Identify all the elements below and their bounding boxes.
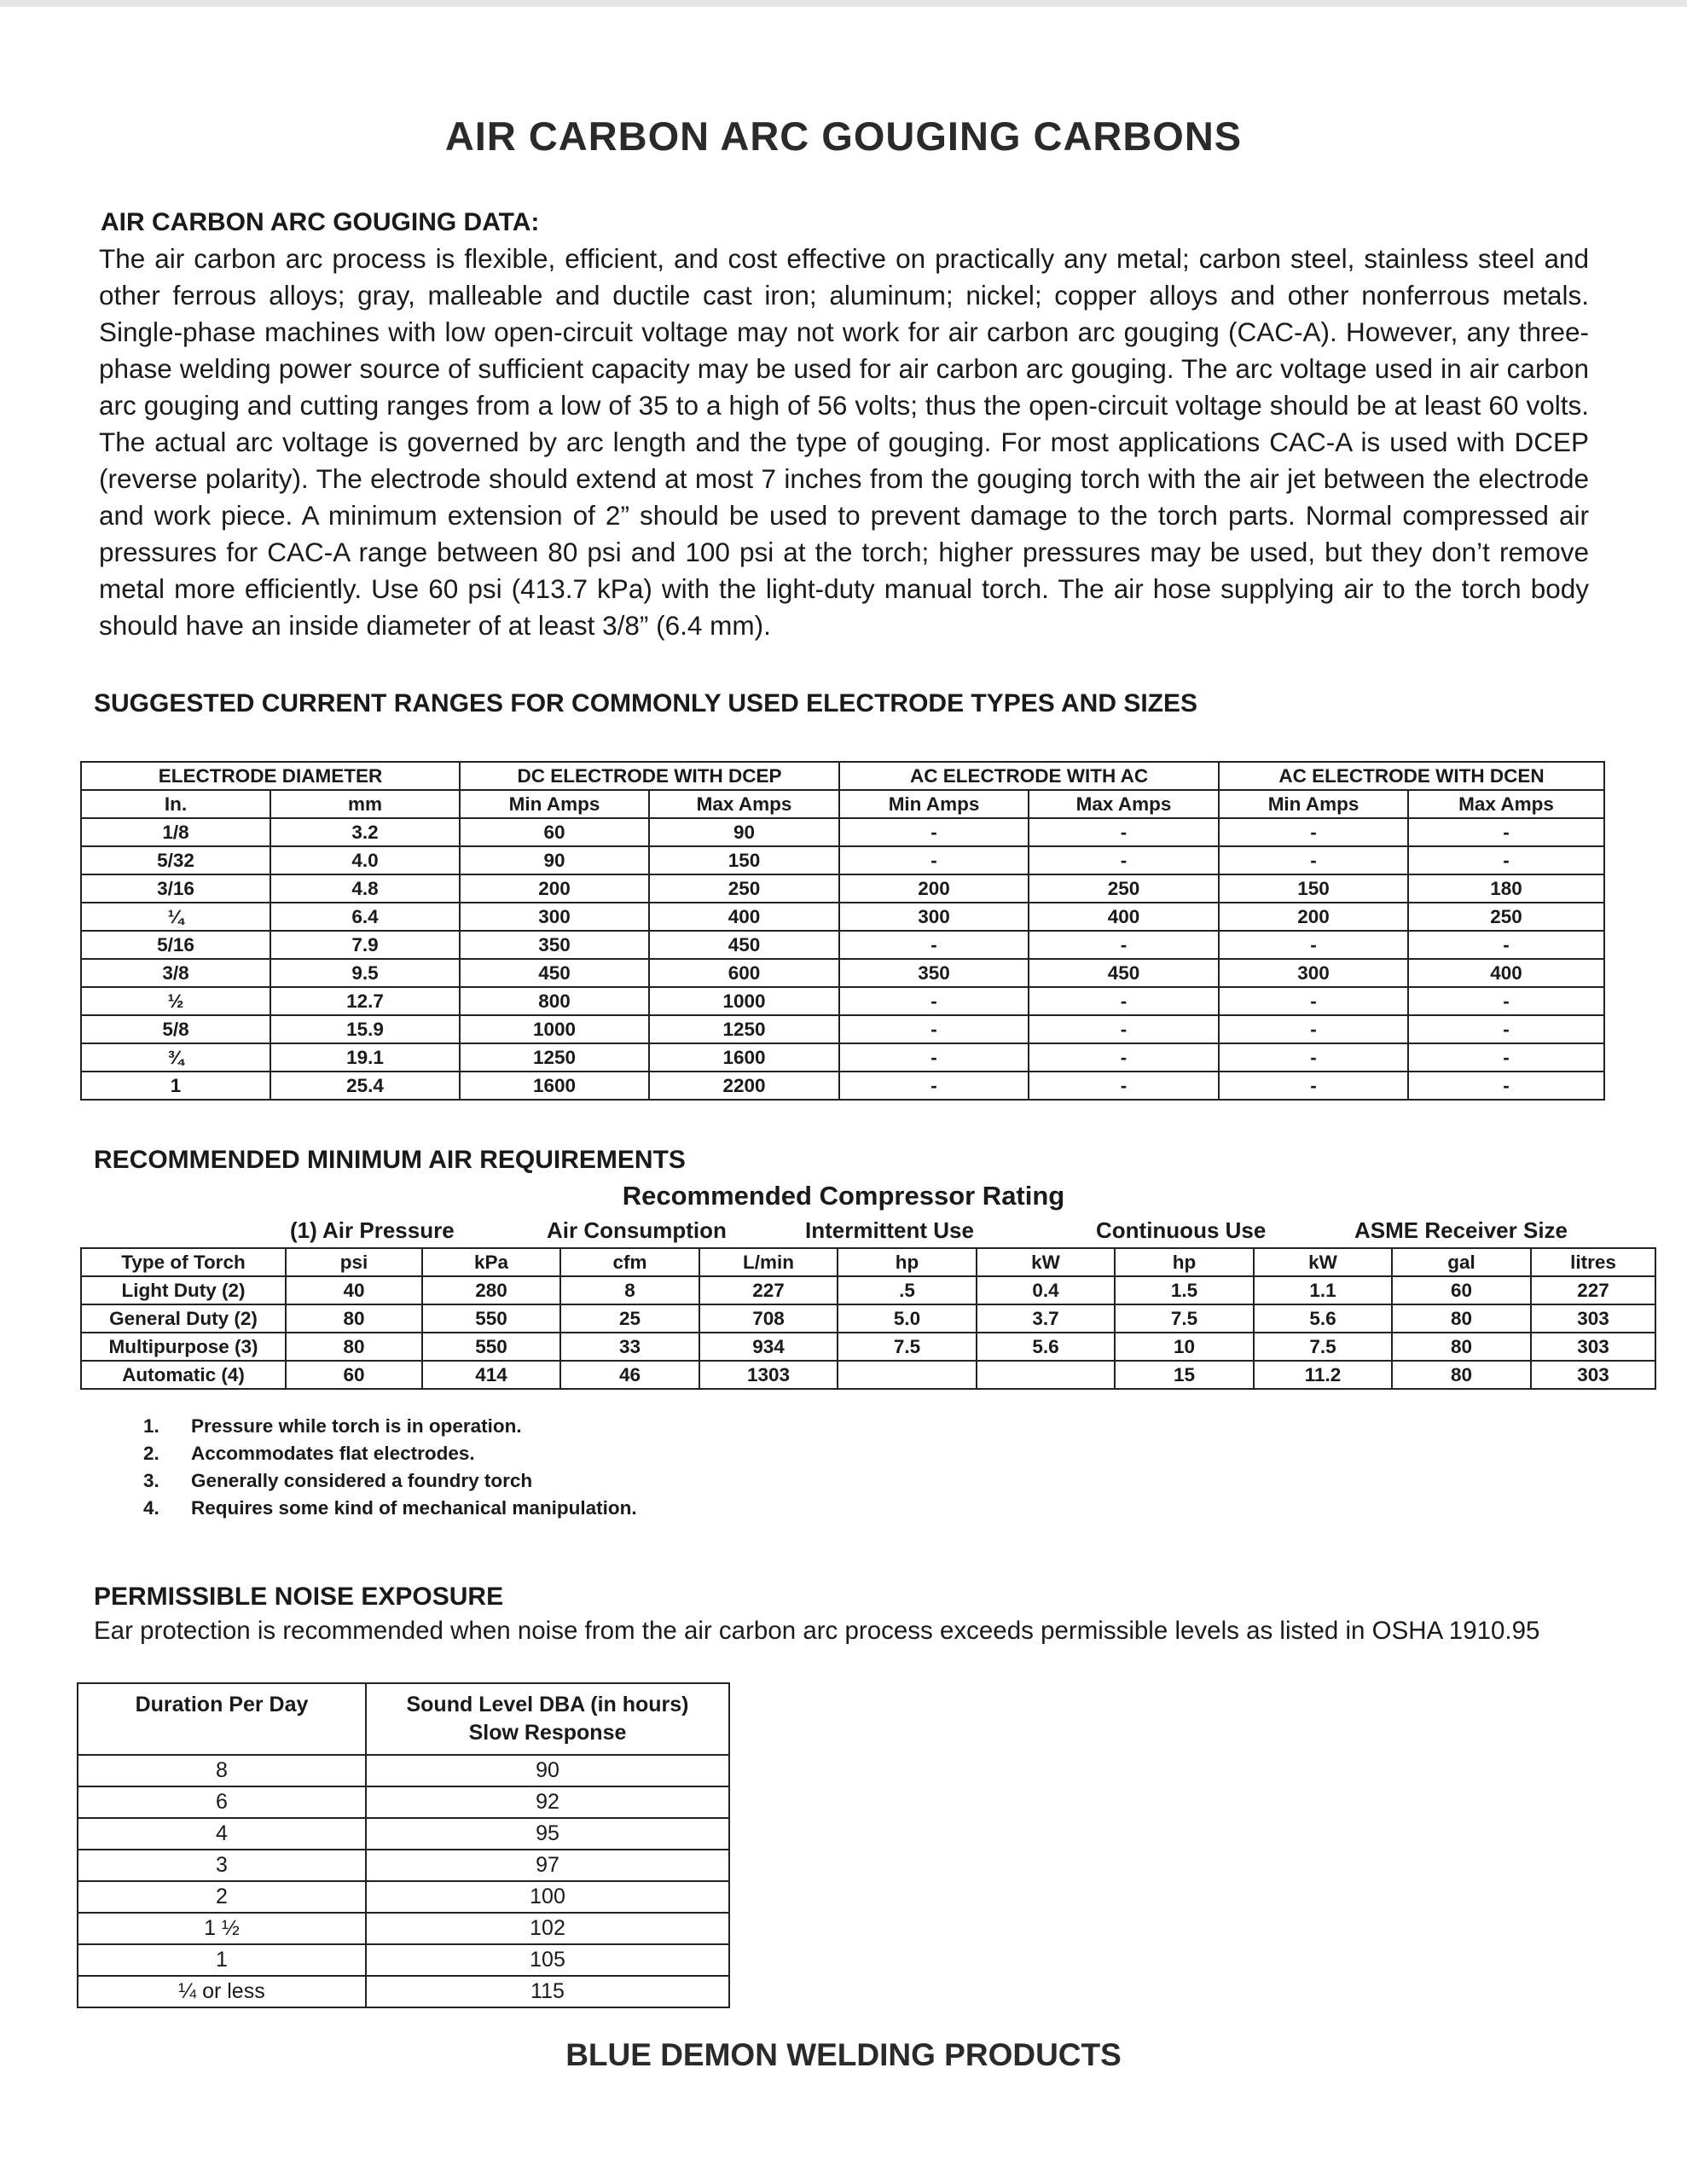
table-cell: 300 — [839, 903, 1029, 931]
table-cell: 5.6 — [977, 1333, 1115, 1361]
table-cell: 303 — [1531, 1333, 1655, 1361]
table-cell: 15 — [1115, 1361, 1254, 1389]
table-cell: 10 — [1115, 1333, 1254, 1361]
table-cell: - — [1219, 846, 1408, 874]
table-cell: - — [1219, 931, 1408, 959]
table-cell: - — [1408, 1043, 1604, 1072]
table-cell: - — [1219, 987, 1408, 1015]
table-cell: 90 — [649, 818, 839, 846]
table-row — [81, 1304, 1655, 1333]
group-header: AC ELECTRODE WITH DCEN — [1219, 762, 1604, 790]
table-cell: 40 — [286, 1276, 422, 1304]
table-cell: 400 — [649, 903, 839, 931]
table-cell: 60 — [1392, 1276, 1531, 1304]
table-group-header-row — [81, 762, 1604, 790]
column-header: Max Amps — [649, 790, 839, 818]
footnote-text: Generally considered a foundry torch — [191, 1470, 533, 1491]
table-cell: 3/8 — [81, 959, 270, 987]
table-cell: 3/16 — [81, 874, 270, 903]
table-cell: 200 — [839, 874, 1029, 903]
duration-header: Duration Per Day — [78, 1683, 366, 1755]
table-cell: 15.9 — [270, 1015, 460, 1043]
table-row — [81, 846, 1604, 874]
table-cell: ¾ — [81, 1043, 270, 1072]
table-row — [81, 931, 1604, 959]
table-cell: 800 — [460, 987, 649, 1015]
table-cell: General Duty (2) — [81, 1304, 286, 1333]
table-cell: - — [839, 987, 1029, 1015]
table-row — [78, 1944, 729, 1976]
table-cell: 1 ½ — [78, 1913, 366, 1944]
table-cell: 934 — [699, 1333, 838, 1361]
table-cell: 19.1 — [270, 1043, 460, 1072]
table-cell: ¼ — [81, 903, 270, 931]
table-cell: 2 — [78, 1881, 366, 1913]
table-cell: 250 — [1029, 874, 1219, 903]
table-cell: - — [1029, 931, 1219, 959]
table-cell: 1250 — [460, 1043, 649, 1072]
table-cell: 7.5 — [1254, 1333, 1392, 1361]
table-subheader-row — [81, 790, 1604, 818]
air-requirements-heading: RECOMMENDED MINIMUM AIR REQUIREMENTS — [94, 1146, 686, 1174]
table-row — [78, 1976, 729, 2007]
footnote-item — [143, 1443, 637, 1470]
table-cell: - — [1408, 987, 1604, 1015]
table-cell: 90 — [460, 846, 649, 874]
table-cell: 150 — [1219, 874, 1408, 903]
table-cell: - — [1029, 846, 1219, 874]
table-row — [81, 1276, 1655, 1304]
table-cell: 550 — [422, 1333, 560, 1361]
table-cell: - — [1408, 818, 1604, 846]
column-header: Min Amps — [1219, 790, 1408, 818]
table-cell: 2200 — [649, 1072, 839, 1100]
table-cell: 350 — [839, 959, 1029, 987]
table-cell: ½ — [81, 987, 270, 1015]
table-row — [81, 874, 1604, 903]
column-header: L/min — [699, 1248, 838, 1276]
table-cell: - — [1408, 846, 1604, 874]
noise-description: Ear protection is recommended when noise from the air carbon arc process exceeds permissible levels as listed in OSHA 1910.95 — [94, 1617, 1540, 1645]
receiver-size-label: ASME Receiver Size — [1354, 1217, 1568, 1243]
table-row — [78, 1881, 729, 1913]
table-cell: - — [839, 1043, 1029, 1072]
table-cell: 1600 — [460, 1072, 649, 1100]
table-cell: 450 — [1029, 959, 1219, 987]
noise-header-row — [78, 1683, 729, 1755]
table-cell: 227 — [699, 1276, 838, 1304]
table-cell: 105 — [366, 1944, 729, 1976]
table-cell: 303 — [1531, 1304, 1655, 1333]
noise-heading — [94, 1583, 503, 1612]
table-cell: - — [839, 846, 1029, 874]
column-header: gal — [1392, 1248, 1531, 1276]
table-cell: 1303 — [699, 1361, 838, 1389]
column-header: hp — [1115, 1248, 1254, 1276]
table-cell: Multipurpose (3) — [81, 1333, 286, 1361]
air-subheader-row — [81, 1248, 1655, 1276]
table-row — [78, 1850, 729, 1881]
table-cell: Light Duty (2) — [81, 1276, 286, 1304]
table-cell: 1600 — [649, 1043, 839, 1072]
table-cell: 3 — [78, 1850, 366, 1881]
table-cell: 5.0 — [838, 1304, 977, 1333]
table-cell: - — [839, 1015, 1029, 1043]
noise-exposure-table — [77, 1682, 730, 2008]
table-cell: 280 — [422, 1276, 560, 1304]
footnote-item — [143, 1415, 637, 1443]
table-row — [81, 1072, 1604, 1100]
table-cell — [977, 1361, 1115, 1389]
table-cell: 3.7 — [977, 1304, 1115, 1333]
table-row — [81, 959, 1604, 987]
table-cell: 95 — [366, 1818, 729, 1850]
table-cell: 300 — [460, 903, 649, 931]
footnote-number: 3. — [143, 1470, 159, 1491]
table-cell: - — [1408, 1015, 1604, 1043]
column-header: Type of Torch — [81, 1248, 286, 1276]
intermittent-use-label: Intermittent Use — [805, 1217, 974, 1243]
table-row — [78, 1786, 729, 1818]
table-cell: ¼ or less — [78, 1976, 366, 2007]
table-cell: - — [1029, 987, 1219, 1015]
column-header: mm — [270, 790, 460, 818]
table-cell: 1000 — [649, 987, 839, 1015]
sound-level-header-line2: Slow Response — [468, 1721, 627, 1745]
table-cell: 100 — [366, 1881, 729, 1913]
table-cell: 4 — [78, 1818, 366, 1850]
table-cell: 115 — [366, 1976, 729, 2007]
table-cell: 200 — [460, 874, 649, 903]
table-cell: 1/8 — [81, 818, 270, 846]
data-heading: AIR CARBON ARC GOUGING DATA: — [101, 208, 540, 236]
footnote-number: 2. — [143, 1443, 159, 1464]
table-cell: 450 — [649, 931, 839, 959]
table-cell: 5.6 — [1254, 1304, 1392, 1333]
column-header: hp — [838, 1248, 977, 1276]
column-header: kW — [977, 1248, 1115, 1276]
table-cell: 5/8 — [81, 1015, 270, 1043]
column-header: Max Amps — [1408, 790, 1604, 818]
table-cell: 350 — [460, 931, 649, 959]
table-cell: 90 — [366, 1755, 729, 1786]
table-cell: 6.4 — [270, 903, 460, 931]
table-cell: 6 — [78, 1786, 366, 1818]
noise-heading-text: PERMISSIBLE NOISE EXPOSURE — [94, 1583, 504, 1611]
table-cell: 8 — [560, 1276, 699, 1304]
footnote-item — [143, 1497, 637, 1525]
table-cell: 9.5 — [270, 959, 460, 987]
table-cell: 1250 — [649, 1015, 839, 1043]
group-header: AC ELECTRODE WITH AC — [839, 762, 1219, 790]
table-row — [78, 1818, 729, 1850]
table-cell — [838, 1361, 977, 1389]
table-cell: - — [1029, 1015, 1219, 1043]
scan-top-edge — [0, 0, 1687, 7]
table-cell: 1 — [81, 1072, 270, 1100]
table-cell: 200 — [1219, 903, 1408, 931]
table-cell: 102 — [366, 1913, 729, 1944]
table-row — [78, 1913, 729, 1944]
column-header: In. — [81, 790, 270, 818]
table-cell: 8 — [78, 1755, 366, 1786]
table-cell: 708 — [699, 1304, 838, 1333]
table-cell: 300 — [1219, 959, 1408, 987]
column-header: Min Amps — [839, 790, 1029, 818]
column-header: kPa — [422, 1248, 560, 1276]
sound-level-header-line1: Sound Level DBA (in hours) — [406, 1693, 689, 1716]
air-pressure-label: (1) Air Pressure — [290, 1217, 455, 1243]
table-cell: 450 — [460, 959, 649, 987]
table-cell: 5/16 — [81, 931, 270, 959]
group-header: ELECTRODE DIAMETER — [81, 762, 460, 790]
table-cell: 80 — [1392, 1333, 1531, 1361]
table-cell: - — [1219, 1015, 1408, 1043]
table-cell: 25.4 — [270, 1072, 460, 1100]
table-cell: .5 — [838, 1276, 977, 1304]
table-cell: - — [1408, 931, 1604, 959]
table-cell: 92 — [366, 1786, 729, 1818]
table-cell: 250 — [649, 874, 839, 903]
table-cell: Automatic (4) — [81, 1361, 286, 1389]
table-cell: 1.5 — [1115, 1276, 1254, 1304]
table-cell: 33 — [560, 1333, 699, 1361]
footnote-text: Requires some kind of mechanical manipulation. — [191, 1497, 637, 1519]
footnote-text: Accommodates flat electrodes. — [191, 1443, 475, 1464]
table-row — [81, 903, 1604, 931]
table-cell: - — [1029, 1043, 1219, 1072]
column-header: kW — [1254, 1248, 1392, 1276]
column-header: psi — [286, 1248, 422, 1276]
table-row — [81, 818, 1604, 846]
table-cell: - — [839, 931, 1029, 959]
table-cell: 250 — [1408, 903, 1604, 931]
footnotes-list — [143, 1415, 637, 1525]
table-cell: 80 — [1392, 1361, 1531, 1389]
table-cell: 1000 — [460, 1015, 649, 1043]
column-header: litres — [1531, 1248, 1655, 1276]
footnote-text: Pressure while torch is in operation. — [191, 1415, 522, 1437]
table-cell: 4.0 — [270, 846, 460, 874]
table-cell: 414 — [422, 1361, 560, 1389]
current-ranges-table — [80, 761, 1605, 1101]
table-row — [81, 1333, 1655, 1361]
table-row — [81, 987, 1604, 1015]
current-ranges-heading: SUGGESTED CURRENT RANGES FOR COMMONLY USED ELECTRODE TYPES AND SIZES — [94, 689, 1198, 717]
table-row — [81, 1015, 1604, 1043]
table-cell: 400 — [1408, 959, 1604, 987]
table-cell: - — [1219, 818, 1408, 846]
continuous-use-label: Continuous Use — [1096, 1217, 1267, 1243]
table-row — [81, 1043, 1604, 1072]
footer-brand: BLUE DEMON WELDING PRODUCTS — [565, 2037, 1122, 2072]
table-cell: 1 — [78, 1944, 366, 1976]
table-cell: 7.5 — [838, 1333, 977, 1361]
table-cell: - — [839, 1072, 1029, 1100]
column-header: cfm — [560, 1248, 699, 1276]
air-requirements-table — [80, 1247, 1656, 1390]
table-cell: 227 — [1531, 1276, 1655, 1304]
table-cell: 303 — [1531, 1361, 1655, 1389]
table-cell: - — [1219, 1072, 1408, 1100]
table-row — [81, 1361, 1655, 1389]
table-cell: 80 — [286, 1333, 422, 1361]
table-cell: - — [1029, 1072, 1219, 1100]
sound-level-header — [366, 1683, 729, 1755]
table-cell: - — [1219, 1043, 1408, 1072]
table-cell: 25 — [560, 1304, 699, 1333]
table-cell: 80 — [286, 1304, 422, 1333]
table-cell: 180 — [1408, 874, 1604, 903]
table-cell: 60 — [286, 1361, 422, 1389]
table-cell: 97 — [366, 1850, 729, 1881]
air-consumption-label: Air Consumption — [547, 1217, 727, 1243]
table-cell: 80 — [1392, 1304, 1531, 1333]
table-row — [78, 1755, 729, 1786]
table-cell: 4.8 — [270, 874, 460, 903]
table-cell: 7.9 — [270, 931, 460, 959]
footnote-item — [143, 1470, 637, 1497]
table-cell: 0.4 — [977, 1276, 1115, 1304]
table-cell: 3.2 — [270, 818, 460, 846]
table-cell: - — [1029, 818, 1219, 846]
table-cell: 600 — [649, 959, 839, 987]
table-cell: 150 — [649, 846, 839, 874]
footnote-number: 4. — [143, 1497, 159, 1519]
table-cell: 60 — [460, 818, 649, 846]
table-cell: - — [839, 818, 1029, 846]
table-cell: 11.2 — [1254, 1361, 1392, 1389]
group-header: DC ELECTRODE WITH DCEP — [460, 762, 839, 790]
table-cell: 12.7 — [270, 987, 460, 1015]
column-header: Min Amps — [460, 790, 649, 818]
table-cell: 550 — [422, 1304, 560, 1333]
intro-paragraph: The air carbon arc process is flexible, efficient, and cost effective on practically any metal; carbon steel, stainless steel and other ferrous alloys; gray, malleable and ductile cast iron; aluminum; nickel; copper alloys and other nonferrous metals. Single-phase machines with low open-circuit voltage may not work for air carbon arc gouging (CAC-A). However, any three-phase welding power source of sufficient capacity may be used for air carbon arc gouging. The arc voltage used in air carbon arc gouging and cutting ranges from a low of 35 to a high of 56 volts; thus the open-circuit voltage should be at least 60 volts. The actual arc voltage is governed by arc length and the type of gouging. For most applications CAC-A is used with DCEP (reverse polarity). The electrode should extend at most 7 inches from the gouging torch with the air jet between the electrode and work piece. A minimum extension of 2” should be used to prevent damage to the torch parts. Normal compressed air pressures for CAC-A range between 80 psi and 100 psi at the torch; higher pressures may be used, but they don’t remove metal more efficiently. Use 60 psi (413.7 kPa) with the light-duty manual torch. The air hose supplying air to the torch body should have an inside diameter of at least 3/8” (6.4 mm). — [99, 243, 1589, 641]
compressor-rating-title: Recommended Compressor Rating — [622, 1181, 1065, 1211]
page-title: AIR CARBON ARC GOUGING CARBONS — [444, 113, 1243, 159]
table-cell: 400 — [1029, 903, 1219, 931]
table-cell: - — [1408, 1072, 1604, 1100]
table-cell: 1.1 — [1254, 1276, 1392, 1304]
table-cell: 5/32 — [81, 846, 270, 874]
table-cell: 7.5 — [1115, 1304, 1254, 1333]
column-header: Max Amps — [1029, 790, 1219, 818]
table-cell: 46 — [560, 1361, 699, 1389]
footnote-number: 1. — [143, 1415, 159, 1437]
